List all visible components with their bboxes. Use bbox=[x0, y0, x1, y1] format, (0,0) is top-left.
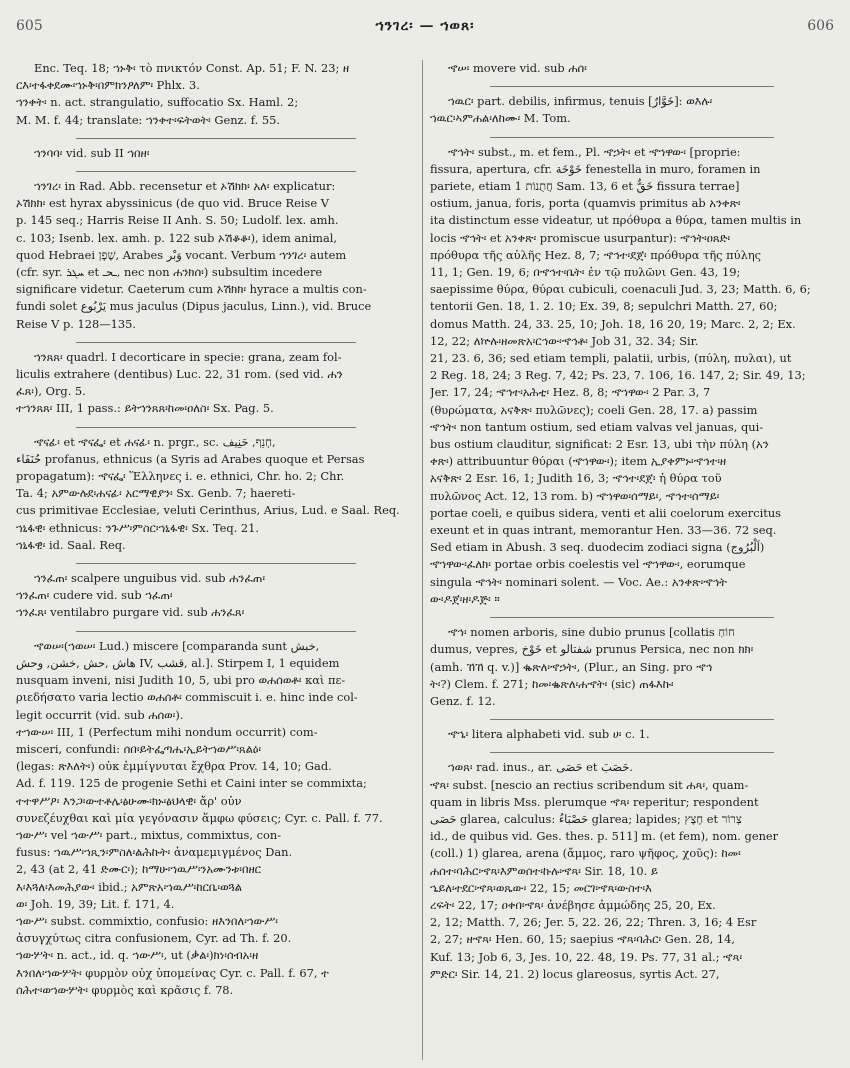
dictionary-entry bbox=[430, 726, 834, 747]
dictionary-entry bbox=[430, 93, 834, 131]
entry-line: ተኀንጸጸ፡ III, 1 pass.: ይትኀንጸጸ፡ከመ፡ዐለስ፡ Sx. Pag. 5. bbox=[16, 401, 274, 416]
running-title: ኀንገረ፡ — ኀወጸ፡ bbox=[375, 18, 475, 34]
entry-line: هاش ,حش ,خشن, وحش IV, قشب, al.]. Stirpem I, 1 equidem bbox=[16, 655, 340, 670]
entry-line: ት፡?) Clem. f. 271; ከመ፡ቈጽለ፡ሐኆት፡ (sic) ጠፋእኩ፡ bbox=[430, 676, 674, 691]
entry-line: ኆጻ፡ subst. [nescio an rectius scribendum sit ሐጻ፡, quam- bbox=[430, 777, 749, 792]
entry-line: exeunt et in quas intrant, memorantur Hen. 33—36. 72 seq. bbox=[430, 523, 777, 538]
entry-headline: ኀንባባ፡ vid. sub II ኀበዘ፡ bbox=[34, 145, 150, 160]
entry-line: ሐሰተ፡ባሕር፡ኆጻ፡እምወሰተ፡ኩሉ፡ኆጻ፡ Sir. 18, 10. ይ bbox=[430, 863, 658, 878]
entry-line: Reise V p. 128—135. bbox=[16, 316, 137, 331]
entry-line: ፈጸ፡), Org. 5. bbox=[16, 384, 86, 399]
entry-line: M. M. f. 44; translate: ኀንቀተ፡ፍትወት፡ Genz. f. 55. bbox=[16, 112, 280, 127]
entry-line: ριεδήσατο varia lectio ወሐሰቶ፡ commiscuit i. e. hinc inde col- bbox=[16, 690, 358, 705]
dictionary-entry bbox=[16, 145, 416, 166]
entry-line: ኀንፈጸ፡ ventilabro purgare vid. sub ሐንፈጸ፡ bbox=[16, 605, 245, 620]
entry-line: id., de quibus vid. Ges. thes. p. 511] m. (et fem), nom. gener bbox=[430, 829, 779, 844]
entry-line: Ta. 4; አምውሉደ፡ሐናፊ፡ አርማዊያን፡ Sx. Genb. 7; haereti- bbox=[16, 486, 296, 501]
entry-separator bbox=[490, 137, 774, 138]
entry-headline: ኀንጸጸ፡ quadrl. I decorticare in specie: grana, zeam fol- bbox=[34, 349, 342, 364]
entry-line: Genz. f. 12. bbox=[430, 693, 496, 708]
entry-headline: ኆኅ፡ nomen arboris, sine dubio prunus [collatis חוֹחַ bbox=[448, 625, 735, 640]
entry-line: Kuf. 13; Job 6, 3, Jes. 10, 22. 48, 19. Ps. 77, 31 al.; ኆጻ፡ bbox=[430, 949, 743, 964]
dictionary-entry bbox=[430, 759, 834, 987]
entry-line: ኀዉር፡ኣምሐል፡ለከሙ፡ M. Tom. bbox=[430, 111, 571, 126]
entry-line: misceri, confundi: ሰበ፡ይትፌጣሔ፡ኢይትኀወሥ፡ጸልዕ፡ bbox=[16, 741, 262, 756]
entry-line: significare videtur. Caeterum cum ኦሽክክ፡ hyrace a multis con- bbox=[16, 282, 367, 297]
entry-line: fissura, apertura, cfr. خَوْخَة fenestella in muro, foramen in bbox=[430, 161, 761, 176]
entry-line: 2, 12; Matth. 7, 26; Jer. 5, 22. 26, 22; Thren. 3, 16; 4 Esr bbox=[430, 915, 757, 930]
entry-headline: ኀንፈጠ፡ scalpere unguibus vid. sub ሐንፈጠ፡ bbox=[34, 571, 266, 586]
entry-line: Sed etiam in Abush. 3 seq. duodecim zodiaci signa (اَلْبُرُوج) bbox=[430, 540, 765, 555]
entry-line: 2, 43 (at 2, 41 ድሙር፡); ከማሁ፡ኀዉሥ፡ንአሙንቱ፡በዘር bbox=[16, 862, 261, 877]
entry-line: ወ፡ Joh. 19, 39; Lit. f. 171, 4. bbox=[16, 896, 175, 911]
entry-separator bbox=[76, 427, 356, 428]
entry-separator bbox=[490, 719, 774, 720]
entry-line: tentorii Gen. 18, 1. 2. 10; Ex. 39, 8; sepulchri Matth. 27, 60; bbox=[430, 299, 778, 314]
entry-separator bbox=[490, 752, 774, 753]
entry-line: ኀንቀት፡ n. act. strangulatio, suffocatio Sx. Haml. 2; bbox=[16, 95, 299, 110]
entry-line: cus primitivae Ecclesiae, veluti Cerinthus, Arius, Lud. e Saal. Req. bbox=[16, 503, 400, 518]
entry-line: حَصَى glarea, calculus: حَصْبَاءُ glarea; lapides; חָצָץ et צְרוֹר bbox=[430, 811, 742, 826]
entry-line: fundi solet يَرْبُوع mus jaculus (Dipus jaculus, Linn.), vid. Bruce bbox=[16, 299, 372, 314]
entry-line: (θυρώματα, አናቅጽ፡ πυλῶνες); coeli Gen. 28, 17. a) passim bbox=[430, 402, 758, 417]
entry-line: ኦሽክክ፡ est hyrax abyssinicus (de quo vid. Bruce Reise V bbox=[16, 196, 329, 211]
dictionary-entry bbox=[430, 624, 834, 714]
entry-line: Jer. 17, 24; ኆኅተ፡አሕቲ፡ Hez. 8, 8; ኆኀዋው፡ 2 Par. 3, 7 bbox=[430, 385, 711, 400]
entry-line: ሰሕተ፡ወኀውሦት፡ φυρμὸς καὶ κρᾶσις f. 78. bbox=[16, 982, 234, 997]
entry-line: ኆኀዋው፡ፈለክ፡ portae orbis coelestis vel ኆኀዋው፡, eorumque bbox=[430, 557, 746, 572]
entry-line: p. 145 seq.; Harris Reise II Anh. S. 50; Ludolf. lex. amh. bbox=[16, 213, 339, 228]
entry-separator bbox=[76, 563, 356, 564]
entry-line: bus ostium clauditur, significat: 2 Esr. 13, ubi τὴν πύλη (አን bbox=[430, 437, 769, 452]
entry-line: (coll.) 1) glarea, arena (ἄμμος, raro ψῆφος, χοῦς): ከመ፡ bbox=[430, 846, 741, 861]
entry-line: singula ኆኅት፡ nominari solent. — Voc. Ae.: አንቀጽ፡ኆኅት bbox=[430, 574, 727, 589]
entry-line: liculis extrahere (dentibus) Luc. 22, 31 rom. (sed vid. ሐን bbox=[16, 367, 343, 382]
dictionary-entry bbox=[16, 178, 416, 337]
entry-line: πρόθυρα τῆς αὐλῆς Hez. 8, 7; ኆኅተ፡ደጀ፡ πρόθυρα τῆς πύλης bbox=[430, 247, 762, 262]
entry-line: dumus, vepres, خَوْخ et شفتالو prunus Persica, nec non ክክ፡ bbox=[430, 642, 754, 657]
entry-line: ረፍት፡ 22, 17; ዐቀበ፡ኆጻ፡ ἀνέβησε ἀμμώδης 25, 20, Ex. bbox=[430, 897, 716, 912]
entry-line: (legas: ጽእለት፡) οὐκ ἐμμίγνυται ἔχθρα Prov. 14, 10; Gad. bbox=[16, 759, 332, 774]
entry-line: locis ኆኅት፡ et አንቀጽ፡ promiscue usurpantur): ኆኅት፡ዐጸድ፡ bbox=[430, 230, 731, 245]
entry-line: 12, 22; ለኵሉ፡ዘመጽአ፡ርኅው፡ኆኅቶ፡ Job 31, 32. 34; Sir. bbox=[430, 333, 699, 348]
entry-line: እ፡እጓለ፡እመሕያው፡ ibid.; አምጽአ፡ኀዉሥ፡ከርቤ፡ወጓል bbox=[16, 879, 242, 894]
column-divider bbox=[422, 60, 423, 1060]
dictionary-entry bbox=[430, 144, 834, 612]
entry-line: πυλῶνος Act. 12, 13 rom. b) ኆኀዋወ፡ሰማይ፡, ኆኅተ፡ሰማይ፡ bbox=[430, 488, 720, 503]
entry-headline: Enc. Teq. 18; ኀኑቅ፡ τὸ πνικτόν Const. Ap. 51; F. N. 23; ዘ bbox=[34, 61, 350, 75]
entry-line: 21, 23. 6, 36; sed etiam templi, palatii, urbis, (πύλη, πυλαι), ut bbox=[430, 351, 792, 366]
entry-line: quod Hebraei שָׁפָן, Arabes وَبْر vocant. Verbum ኀንገረ፡ autem bbox=[16, 247, 347, 262]
entry-line: fusus: ኀዉሥ፡ኀጺን፡ምስለ፡ልሕኩት፡ ἀναμεμιγμένος Dan. bbox=[16, 845, 293, 860]
dictionary-entry bbox=[16, 570, 416, 626]
entry-line: ita distinctum esse videatur, ut πρόθυρα a θύρα, tamen multis in bbox=[430, 213, 802, 228]
dictionary-entry bbox=[16, 638, 416, 1003]
entry-line: አናቅጽ፡ 2 Esr. 16, 1; Judith 16, 3; ኆኅተ፡ደጀ፡ ἡ θύρα τοῦ bbox=[430, 471, 722, 486]
entry-separator bbox=[76, 342, 356, 343]
entry-line: nusquam inveni, nisi Judith 10, 5, ubi pro ወሐሰወቶ፡ καὶ πε- bbox=[16, 673, 346, 688]
entry-line: ኀኒፋዊ፡ ethnicus: ንጉሥ፡ምስር፡ኀኒፋዊ፡ Sx. Teq. 21. bbox=[16, 520, 260, 535]
entry-line: domus Matth. 24, 33. 25, 10; Joh. 18, 16 20, 19; Marc. 2, 2; Ex. bbox=[430, 316, 796, 331]
dictionary-entry bbox=[430, 60, 834, 81]
page-number-left: 605 bbox=[16, 18, 43, 34]
entry-headline: ኆሠ፡ movere vid. sub ሐሰ፡ bbox=[448, 61, 587, 75]
entry-line: συνεζέυχθαι καὶ μία γεγόνασιν ἅμφω φύσεις; Cyr. c. Pall. f. 77. bbox=[16, 810, 383, 825]
entry-line: (amh. ኸኸ q. v.)] ቈጽለ፡ኆኃት፡, (Plur., an Sing. pro ኆኅ bbox=[430, 659, 713, 674]
entry-line: saepissime θύρα, θύραι cubiculi, coenaculi Jud. 3, 23; Matth. 6, 6; bbox=[430, 282, 811, 297]
entry-line: ቀጽ፡) attribuuntur θύραι (ኆኀዋው፡); item ኢያቀምኑ፡ኆኅተ፡ዘ bbox=[430, 454, 727, 469]
entry-line: propagatum): ኆናፌ፡ Ἕλληνες i. e. ethnici, Chr. ho. 2; Chr. bbox=[16, 469, 345, 484]
entry-line: ኀውሦት፡ n. act., id. q. ኀውሥ፡, ut (ቃል፡)ክነ፡ሰብአ፡ዘ bbox=[16, 948, 259, 963]
entry-headline: ኀወጸ፡ rad. inus., ar. حَصَى et حَصَبَ. bbox=[448, 760, 633, 775]
page-number-right: 606 bbox=[807, 18, 834, 34]
entry-line: ርእ፡ተፋቀደሙ፡ኀኑቅ፡በምክንዖለም፡ Phlx. 3. bbox=[16, 78, 200, 93]
entry-headline: ኀንገረ፡ in Rad. Abb. recensetur et ኦሽክክ፡ አለ፡ explicatur: bbox=[34, 179, 336, 194]
right-column bbox=[430, 60, 834, 1060]
entry-line: እንበለ፡ኀውሦት፡ φυρμὸν οὐχ ὑπομείνας Cyr. c. Pall. f. 67, ተ bbox=[16, 965, 329, 980]
entry-line: ው፡ዶጀ፡ዘ፡ዶጅ፡ ። bbox=[430, 591, 500, 606]
entry-line: حُنَفَاء profanus, ethnicus (a Syris ad Arabes quoque et Persas bbox=[16, 451, 365, 466]
entry-line: ኀውሥ፡ vel ኀውሥ፡ part., mixtus, commixtus, con- bbox=[16, 827, 282, 842]
entry-line: ኀንፈጠ፡ cudere vid. sub ኀፈጠ፡ bbox=[16, 588, 173, 603]
entry-separator bbox=[490, 86, 774, 87]
entry-line: ኆኅት፡ non tantum ostium, sed etiam valvas vel januas, qui- bbox=[430, 419, 764, 434]
entry-line: (cfr. syr. ܚܓܪ et ـحـ, nec non ሐንክሰ፡) subsultim incedere bbox=[16, 265, 323, 280]
page-header bbox=[16, 18, 834, 40]
entry-separator bbox=[76, 171, 356, 172]
entry-line: quam in libris Mss. plerumque ኆጻ፡ reperitur; respondent bbox=[430, 794, 759, 809]
entry-line: ostium, janua, foris, porta (quamvis primitus ab አንቀጽ፡ bbox=[430, 196, 741, 211]
entry-line: portae coeli, e quibus sidera, venti et alii coelorum exercitus bbox=[430, 505, 782, 520]
entry-headline: ኀዉር፡ part. debilis, infirmus, tenuis [خَوَّارٌ]: ወእሉ፡ bbox=[448, 94, 713, 109]
entry-headline: ኆኅት፡ subst., m. et fem., Pl. ኆኃት፡ et ኆኀዋው፡ [proprie: bbox=[448, 144, 741, 159]
entry-line: c. 103; Isenb. lex. amh. p. 122 sub ኦሽቆቆ፡), idem animal, bbox=[16, 230, 338, 245]
entry-line: ተኀውሠ፡ III, 1 (Perfectum mihi nondum occurrit) com- bbox=[16, 724, 318, 739]
entry-separator bbox=[490, 617, 774, 618]
entry-line: pariete, etiam חֲתֻנוֹת 1 Sam. 13, 6 et خَقٌّ fissura terrae] bbox=[430, 179, 740, 194]
entry-line: ምድር፡ Sir. 14, 21. 2) locus glareosus, syrtis Act. 27, bbox=[430, 966, 720, 981]
entry-line: 2 Reg. 18, 24; 3 Reg. 7, 42; Ps. 23, 7. 106, 16. 147, 2; Sir. 49, 13; bbox=[430, 368, 806, 383]
entry-line: ἀσυγχύτως citra confusionem, Cyr. ad Th. f. 20. bbox=[16, 931, 292, 946]
entry-line: ኀውሥ፡ subst. commixtio, confusio: ዘእንበለ፡ኀውሥ፡ bbox=[16, 913, 278, 928]
dictionary-entry bbox=[16, 60, 416, 133]
entry-headline: ኆኄ፡ litera alphabeti vid. sub ሀ፡ c. 1. bbox=[448, 727, 650, 742]
entry-line: ኀኒፋዊ፡ id. Saal. Req. bbox=[16, 537, 126, 552]
dictionary-entry bbox=[16, 349, 416, 422]
entry-line: 11, 1; Gen. 19, 6; በኆኅተ፡ቤት፡ ἐν τῷ πυλῶνι Gen. 43, 19; bbox=[430, 265, 741, 280]
entry-line: legit occurrit (vid. sub ሐሰወ፡). bbox=[16, 707, 184, 722]
entry-line: 2, 27; ዘኆጻ፡ Hen. 60, 15; saepius ኆጻ፡ባሕር፡ Gen. 28, 14, bbox=[430, 932, 735, 947]
entry-line: ተተዋሥዖ፡ እንጋ፡ውተቶሌ፡ፅሁሙ፡ክኑ፡ፅህላዊ፡ ἄρ' οὐν bbox=[16, 793, 242, 808]
dictionary-entry bbox=[16, 434, 416, 558]
left-column bbox=[16, 60, 416, 1060]
entry-headline: ኆወሠ፡(ኀወሠ፡ Lud.) miscere [comparanda sunt خبش, bbox=[34, 638, 320, 653]
entry-line: Ad. f. 119. 125 de progenie Sethi et Caini inter se commixta; bbox=[16, 776, 367, 791]
entry-headline: ኆናፊ፡ et ኆናፌ፡ et ሐናፊ፡ n. prgr., sc. חָנֵף, حَنِيف, bbox=[34, 434, 276, 449]
entry-line: ኄይለ፡ተደር፡ኆጻ፡ወጼው፡ 22, 15; መርገ፡ኆጻ፡ውስተ፡እ bbox=[430, 880, 652, 895]
entry-separator bbox=[76, 631, 356, 632]
entry-separator bbox=[76, 138, 356, 139]
